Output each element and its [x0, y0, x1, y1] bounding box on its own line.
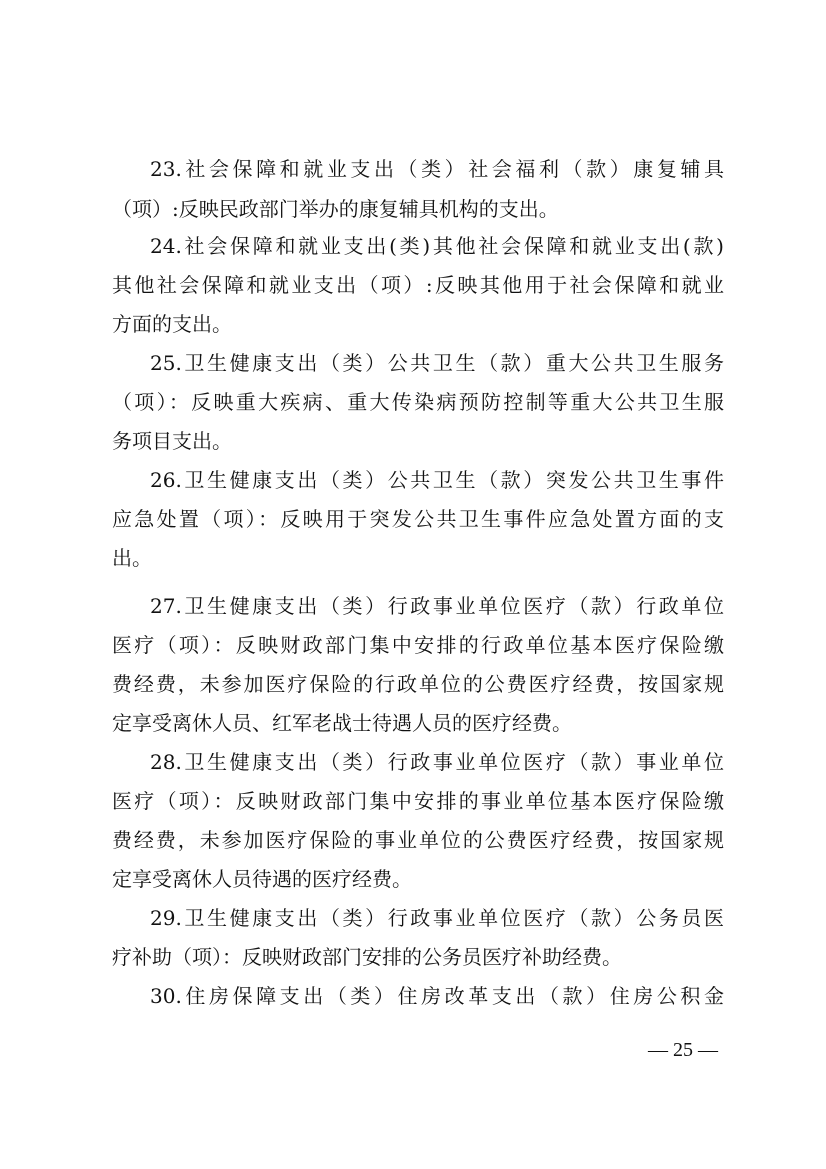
para-28-line-2: 医疗（项）：反映财政部门集中安排的事业单位基本医疗保险缴	[112, 789, 724, 813]
para-25-line-3: 务项目支出。	[112, 429, 232, 453]
para-26-line-3: 出。	[112, 546, 152, 570]
para-25-line-1: 25.卫生健康支出（类）公共卫生（款）重大公共卫生服务	[150, 351, 724, 375]
para-24-line-1: 24.社会保障和就业支出(类)其他社会保障和就业支出(款)	[150, 234, 724, 258]
para-24-line-2: 其他社会保障和就业支出（项）:反映其他用于社会保障和就业	[112, 273, 724, 297]
para-23-line-1: 23.社会保障和就业支出（类）社会福利（款）康复辅具	[150, 157, 724, 181]
para-25-line-2: （项）：反映重大疾病、重大传染病预防控制等重大公共卫生服	[112, 390, 724, 414]
para-27-line-3: 费经费，未参加医疗保险的行政单位的公费医疗经费，按国家规	[112, 672, 724, 696]
para-29-line-2: 疗补助（项）：反映财政部门安排的公务员医疗补助经费。	[112, 945, 622, 969]
para-24-line-3: 方面的支出。	[112, 312, 232, 336]
para-28-line-4: 定享受离休人员待遇的医疗经费。	[112, 867, 412, 891]
para-26-line-1: 26.卫生健康支出（类）公共卫生（款）突发公共卫生事件	[150, 468, 724, 492]
para-27-line-2: 医疗（项）：反映财政部门集中安排的行政单位基本医疗保险缴	[112, 633, 724, 657]
para-23-line-2: （项）:反映民政部门举办的康复辅具机构的支出。	[112, 197, 559, 221]
para-27-line-4: 定享受离休人员、红军老战士待遇人员的医疗经费。	[112, 711, 572, 735]
para-28-line-3: 费经费，未参加医疗保险的事业单位的公费医疗经费，按国家规	[112, 828, 724, 852]
para-26-line-2: 应急处置（项）：反映用于突发公共卫生事件应急处置方面的支	[112, 507, 724, 531]
para-27-line-1: 27.卫生健康支出（类）行政事业单位医疗（款）行政单位	[150, 594, 724, 618]
para-28-line-1: 28.卫生健康支出（类）行政事业单位医疗（款）事业单位	[150, 750, 724, 774]
para-30-line-1: 30.住房保障支出（类）住房改革支出（款）住房公积金	[150, 984, 724, 1008]
para-29-line-1: 29.卫生健康支出（类）行政事业单位医疗（款）公务员医	[150, 906, 724, 930]
page-number: — 25 —	[648, 1039, 718, 1061]
